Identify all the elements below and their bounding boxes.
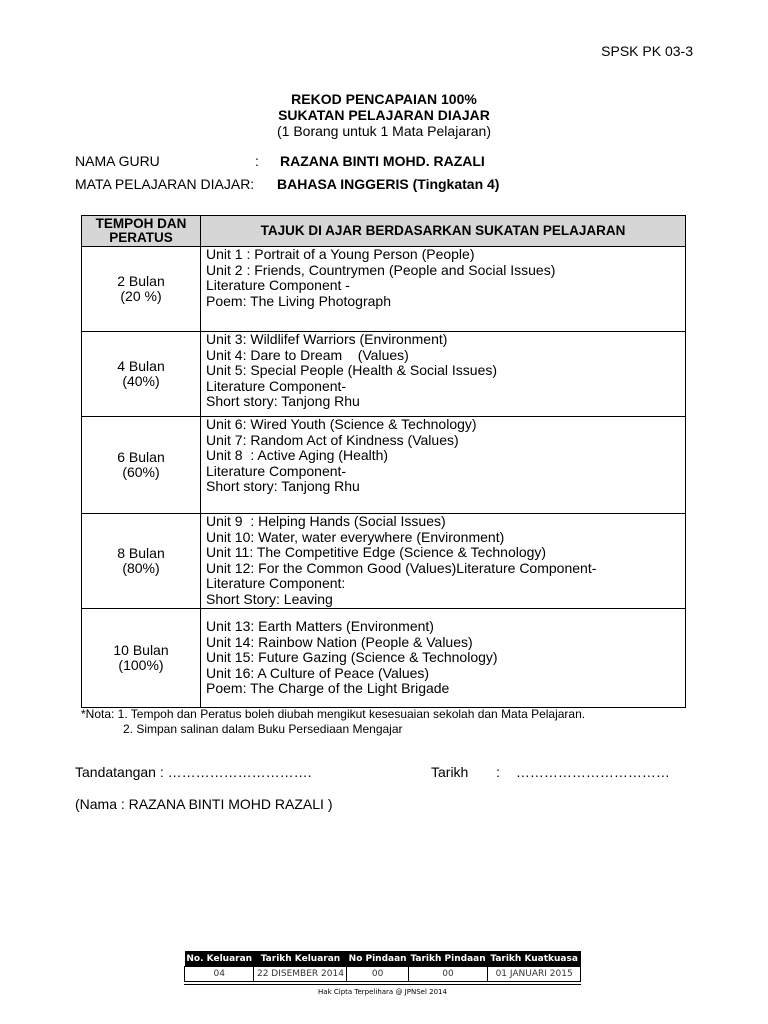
name-line: (Nama : RAZANA BINTI MOHD RAZALI ) (75, 796, 333, 812)
table-row (82, 609, 686, 708)
revision-header: Tarikh Keluaran (254, 951, 347, 967)
topic-line: Unit 4: Dare to Dream (Values) (206, 346, 409, 363)
topics-cell (201, 247, 686, 332)
note-line-1: *Nota: 1. Tempoh dan Peratus boleh diubah mengikut kesesuaian sekolah dan Mata Pelajaran. (81, 707, 586, 721)
topic-line: Unit 11: The Competitive Edge (Science & Technology) (206, 544, 547, 560)
revision-value: 22 DISEMBER 2014 (254, 967, 347, 982)
topic-line: Unit 15: Future Gazing (Science & Technology) (206, 649, 498, 666)
topic-line: Unit 3: Wildlifef Warriors (Environment) (206, 331, 448, 347)
document-title (0, 91, 768, 139)
table-row (82, 417, 686, 514)
revision-header: Tarikh Kuatkuasa (488, 951, 581, 967)
syllabus-table (81, 215, 686, 708)
note-line-2: 2. Simpan salinan dalam Buku Persediaan Mengajar (123, 721, 403, 736)
date-row (431, 764, 670, 780)
period-cell (82, 514, 201, 609)
table-header-row (82, 216, 686, 247)
topic-line: Poem: The Living Photograph (206, 292, 391, 309)
footer-divider (184, 984, 581, 985)
period-cell (82, 247, 201, 332)
topic-line: Short story: Tanjong Rhu (206, 393, 360, 409)
signature-row (75, 764, 312, 780)
topic-line: Unit 12: For the Common Good (Values)Literature Component- (206, 559, 597, 576)
subject-label: MATA PELAJARAN DIAJAR: (75, 176, 255, 192)
topic-line: Unit 16: A Culture of Peace (Values) (206, 664, 430, 681)
revision-header: No. Keluaran (185, 951, 254, 967)
topic-line: Unit 6: Wired Youth (Science & Technology) (206, 416, 477, 432)
header-period-line-2: PERATUS (109, 230, 173, 245)
period-months: 10 Bulan (113, 641, 169, 658)
header-topics: TAJUK DI AJAR BERDASARKAN SUKATAN PELAJARAN (201, 216, 686, 247)
topic-line: Literature Component: (206, 575, 346, 591)
teacher-label: NAMA GURU (75, 153, 160, 169)
teacher-row (75, 153, 485, 169)
header-period-line-1: TEMPOH DAN (95, 216, 187, 231)
topic-line: Unit 9 : Helping Hands (Social Issues) (206, 513, 446, 529)
revision-value: 01 JANUARI 2015 (488, 967, 581, 982)
topic-line: Literature Component - (206, 277, 350, 293)
period-months: 2 Bulan (117, 272, 165, 289)
topic-line: Short Story: Leaving (206, 590, 333, 607)
topic-line: Unit 10: Water, water everywhere (Environment) (206, 528, 505, 545)
header-period (82, 216, 201, 247)
revision-header: Tarikh Pindaan (408, 951, 488, 967)
table-row (82, 514, 686, 609)
topic-line: Unit 14: Rainbow Nation (People & Values) (206, 633, 473, 650)
topic-line: Unit 2 : Friends, Countrymen (People and Social Issues) (206, 261, 556, 278)
period-cell (82, 417, 201, 514)
signature-dots: …………………………. (167, 764, 312, 780)
topic-line: Unit 5: Special People (Health & Social Issues) (206, 362, 498, 378)
table-row (82, 332, 686, 417)
topics-cell (201, 514, 686, 609)
date-colon: : (496, 764, 501, 780)
topic-line: Literature Component- (206, 377, 347, 394)
period-months: 6 Bulan (117, 448, 165, 465)
signature-label: Tandatangan : (75, 764, 164, 780)
subject-value: BAHASA INGGERIS (Tingkatan 4) (277, 176, 500, 192)
period-percent: (80%) (122, 560, 160, 576)
document-code: SPSK PK 03-3 (601, 43, 693, 59)
revision-table (184, 951, 581, 982)
topic-line: Poem: The Charge of the Light Brigade (206, 680, 450, 697)
title-line-1: REKOD PENCAPAIAN 100% (291, 91, 477, 107)
period-percent: (100%) (118, 657, 164, 673)
revision-value: 04 (185, 967, 254, 982)
notes (81, 707, 585, 736)
period-months: 4 Bulan (117, 357, 165, 374)
revision-header-row (185, 951, 581, 967)
topics-cell (201, 417, 686, 514)
topic-line: Literature Component- (206, 462, 347, 479)
table-row (82, 247, 686, 332)
topic-line: Unit 1 : Portrait of a Young Person (People) (206, 246, 475, 262)
topic-line: Unit 8 : Active Aging (Health) (206, 447, 389, 463)
period-cell (82, 332, 201, 417)
period-percent: (20 %) (120, 288, 162, 304)
period-cell (82, 609, 201, 708)
topics-cell (201, 332, 686, 417)
subject-row (75, 176, 499, 192)
copyright-text: Hak Cipta Terpelihara @ JPNSel 2014 (318, 988, 447, 996)
topic-line: Unit 7: Random Act of Kindness (Values) (206, 431, 459, 448)
title-line-3: (1 Borang untuk 1 Mata Pelajaran) (276, 123, 491, 139)
date-label: Tarikh (431, 764, 469, 780)
teacher-colon: : (255, 153, 259, 169)
revision-value: 00 (408, 967, 488, 982)
period-percent: (60%) (122, 464, 160, 480)
title-line-2: SUKATAN PELAJARAN DIAJAR (278, 107, 490, 123)
revision-value-row (185, 967, 581, 982)
period-months: 8 Bulan (117, 544, 165, 561)
date-dots: …………………………… (515, 764, 670, 780)
period-percent: (40%) (122, 373, 160, 389)
revision-value: 00 (347, 967, 408, 982)
teacher-value: RAZANA BINTI MOHD. RAZALI (280, 153, 485, 169)
revision-header: No Pindaan (347, 951, 408, 967)
topics-cell (201, 609, 686, 708)
topic-line: Short story: Tanjong Rhu (206, 478, 360, 494)
topic-line: Unit 13: Earth Matters (Environment) (206, 618, 434, 635)
